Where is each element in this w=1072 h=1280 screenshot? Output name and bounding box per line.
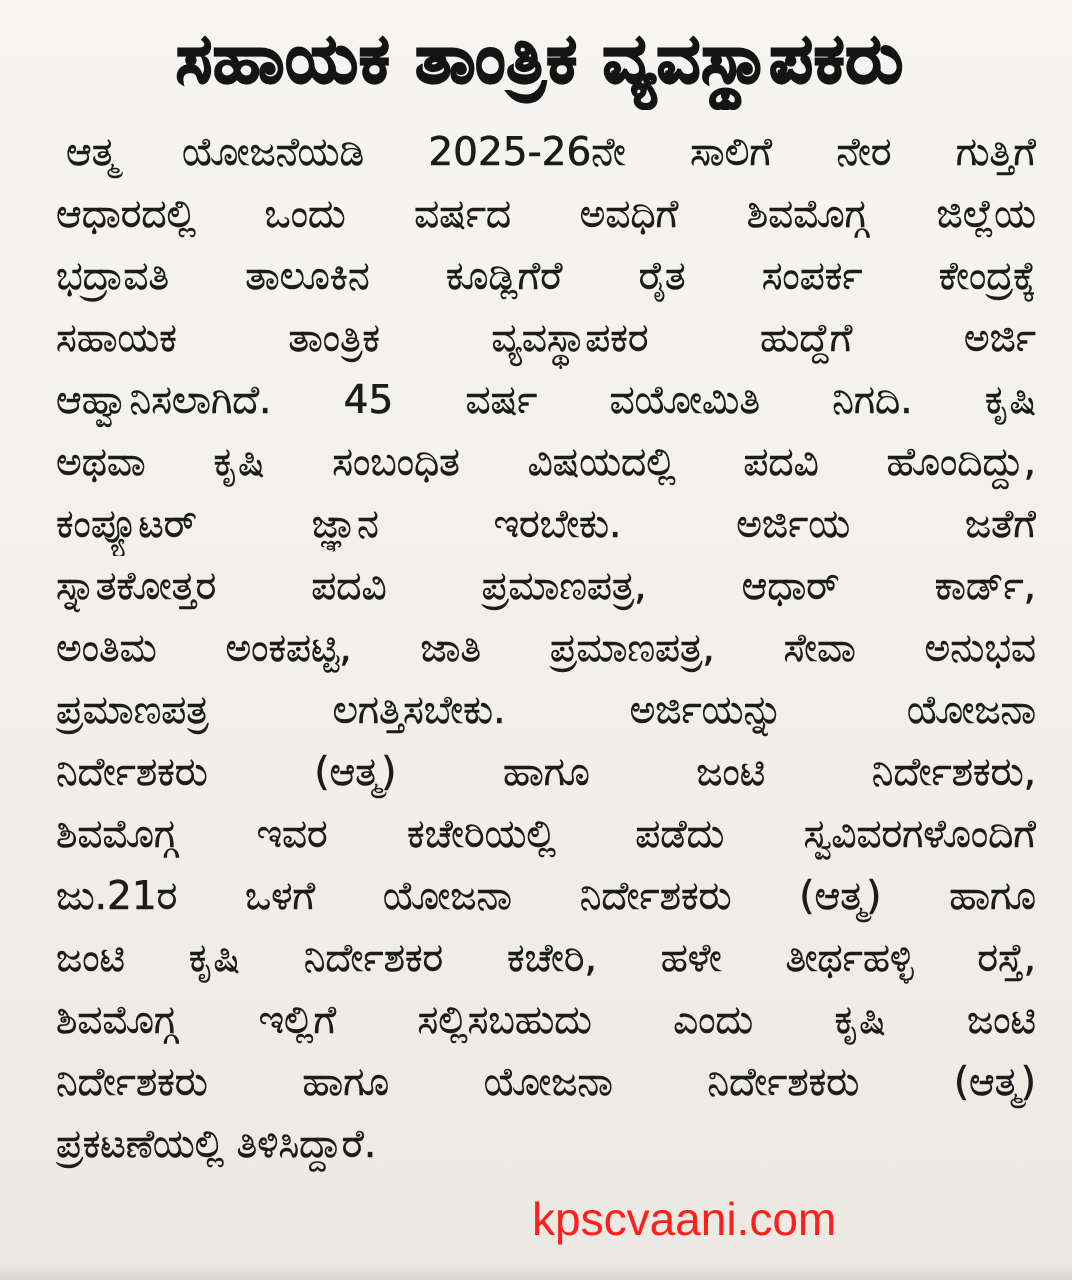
article-line: ಆತ್ಮ ಯೋಜನೆಯಡಿ 2025-26ನೇ ಸಾಲಿಗೆ ನೇರ ಗುತ್ತಿಗೆ bbox=[66, 130, 1036, 175]
article-line: ಪ್ರಕಟಣೆಯಲ್ಲಿ ತಿಳಿಸಿದ್ದಾರೆ. bbox=[56, 1122, 377, 1167]
clipping-bottom-edge bbox=[0, 1262, 1072, 1280]
article-headline: ಸಹಾಯಕ ತಾಂತ್ರಿಕ ವ್ಯವಸ್ಥಾಪಕರು bbox=[175, 20, 905, 99]
article-line: ಆಹ್ವಾನಿಸಲಾಗಿದೆ. 45 ವರ್ಷ ವಯೋಮಿತಿ ನಿಗದಿ. ಕೃಷಿ bbox=[56, 378, 1036, 423]
article-line: ಆಧಾರದಲ್ಲಿ ಒಂದು ವರ್ಷದ ಅವಧಿಗೆ ಶಿವಮೊಗ್ಗ ಜಿಲ್ಲೆಯ bbox=[56, 192, 1036, 237]
article-line: ನಿರ್ದೇಶಕರು (ಆತ್ಮ) ಹಾಗೂ ಜಂಟಿ ನಿರ್ದೇಶಕರು, bbox=[56, 750, 1036, 795]
article-line: ಕಂಪ್ಯೂಟರ್ ಜ್ಞಾನ ಇರಬೇಕು. ಅರ್ಜಿಯ ಜತೆಗೆ bbox=[56, 502, 1036, 547]
article-line: ಸ್ನಾತಕೋತ್ತರ ಪದವಿ ಪ್ರಮಾಣಪತ್ರ, ಆಧಾರ್ ಕಾರ್ಡ್, bbox=[56, 564, 1036, 609]
article-line: ಅಥವಾ ಕೃಷಿ ಸಂಬಂಧಿತ ವಿಷಯದಲ್ಲಿ ಪದವಿ ಹೊಂದಿದ್ದು, bbox=[56, 440, 1036, 485]
article-line: ಭದ್ರಾವತಿ ತಾಲೂಕಿನ ಕೂಡ್ಲಿಗೆರೆ ರೈತ ಸಂಪರ್ಕ ಕೇಂದ್ರಕ್ಕೆ bbox=[56, 254, 1036, 299]
website-watermark: kpscvaani.com bbox=[532, 1193, 837, 1245]
article-line: ಪ್ರಮಾಣಪತ್ರ ಲಗತ್ತಿಸಬೇಕು. ಅರ್ಜಿಯನ್ನು ಯೋಜನಾ bbox=[56, 688, 1036, 733]
article-line: ಶಿವಮೊಗ್ಗ ಇವರ ಕಚೇರಿಯಲ್ಲಿ ಪಡೆದು ಸ್ವವಿವರಗಳೊಂದಿಗೆ bbox=[56, 812, 1036, 857]
article-line: ಜಂಟಿ ಕೃಷಿ ನಿರ್ದೇಶಕರ ಕಚೇರಿ, ಹಳೇ ತೀರ್ಥಹಳ್ಳಿ ರಸ್ತೆ, bbox=[56, 936, 1036, 981]
article-line: ಜು.21ರ ಒಳಗೆ ಯೋಜನಾ ನಿರ್ದೇಶಕರು (ಆತ್ಮ) ಹಾಗೂ bbox=[56, 874, 1036, 919]
article-line: ಸಹಾಯಕ ತಾಂತ್ರಿಕ ವ್ಯವಸ್ಥಾಪಕರ ಹುದ್ದೆಗೆ ಅರ್ಜಿ bbox=[56, 316, 1036, 361]
article-line: ನಿರ್ದೇಶಕರು ಹಾಗೂ ಯೋಜನಾ ನಿರ್ದೇಶಕರು (ಆತ್ಮ) bbox=[56, 1060, 1036, 1105]
article-line: ಅಂತಿಮ ಅಂಕಪಟ್ಟಿ, ಜಾತಿ ಪ್ರಮಾಣಪತ್ರ, ಸೇವಾ ಅನುಭವ bbox=[56, 626, 1036, 671]
article-body bbox=[56, 122, 1036, 1176]
article-line: ಶಿವಮೊಗ್ಗ ಇಲ್ಲಿಗೆ ಸಲ್ಲಿಸಬಹುದು ಎಂದು ಕೃಷಿ ಜಂಟಿ bbox=[56, 998, 1036, 1043]
